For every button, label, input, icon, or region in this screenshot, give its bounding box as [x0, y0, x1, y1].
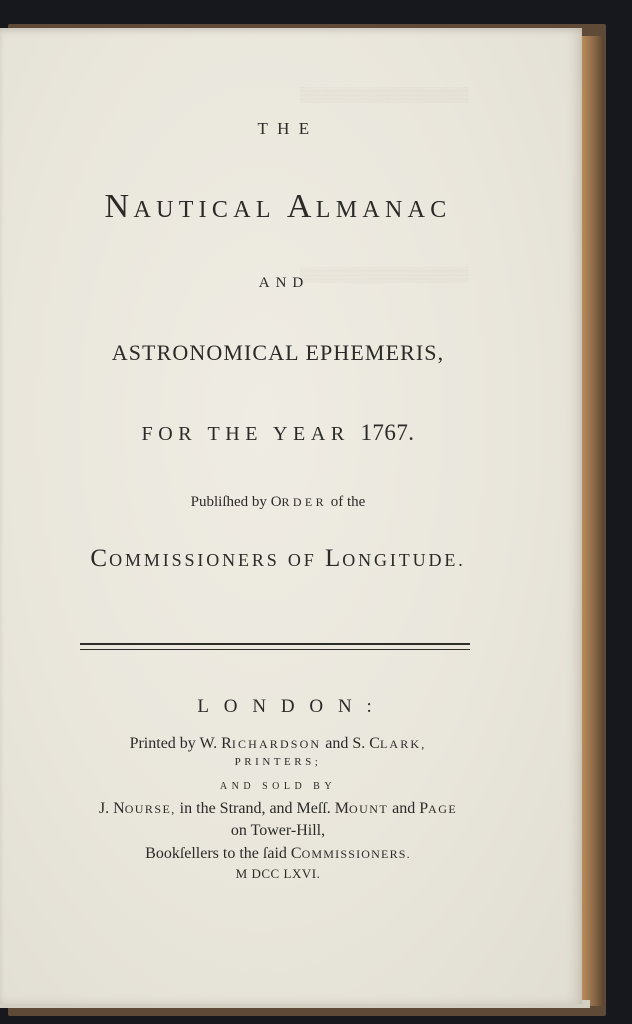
imprint-city: LONDON:	[197, 696, 387, 717]
year-label: FOR THE YEAR	[141, 423, 350, 445]
published-before: Publiſhed by	[190, 494, 267, 510]
year-number: 1767.	[360, 420, 415, 445]
nourse-line	[0, 800, 556, 818]
nourse-and: and	[392, 800, 416, 817]
clark-rest: LARK,	[379, 737, 427, 751]
booksellers-commissioners-initial: C	[290, 845, 302, 862]
mount-rest: OUNT	[349, 802, 389, 816]
double-rule-top	[80, 643, 470, 645]
booksellers-commissioners-rest: OMMISSIONERS.	[301, 847, 411, 861]
title-initial-n: N	[104, 188, 134, 225]
show-through-ink: ▒▒▒▒▒▒▒▒▒▒▒▒▒▒▒▒▒	[300, 268, 469, 283]
printed-middle: and S.	[325, 735, 366, 752]
title-and: AND	[258, 275, 310, 291]
title-word-lmanac: LMANAC	[315, 197, 452, 223]
year-line	[0, 420, 556, 446]
commissioners-initial: C	[90, 545, 110, 572]
subtitle: ASTRONOMICAL EPHEMERIS,	[111, 340, 445, 365]
tower-hill-line: on Tower-Hill,	[230, 822, 326, 839]
show-through-ink: ▒▒▒▒▒▒▒▒▒▒▒▒▒▒▒▒▒	[300, 88, 469, 103]
page-initial: P	[419, 800, 429, 817]
double-rule-bottom	[80, 649, 470, 650]
nourse-middle: in the Strand, and Meſſ.	[179, 800, 331, 817]
longitude-initial: L	[324, 545, 343, 572]
title-word-autical: AUTICAL	[133, 197, 276, 223]
sold-by-label: AND SOLD BY	[219, 781, 337, 792]
published-line	[0, 494, 556, 511]
richardson-initial: R	[221, 735, 232, 752]
booksellers-before: Bookſellers to the ſaid	[145, 845, 287, 862]
richardson-rest: ICHARDSON	[231, 737, 322, 751]
imprint-date: M DCC LXVI.	[235, 866, 321, 881]
printed-by-line	[0, 735, 556, 753]
printed-before: Printed by W.	[129, 735, 218, 752]
nourse-rest: OURSE,	[124, 802, 176, 816]
title-the: THE	[257, 119, 319, 138]
page-rest: AGE	[428, 802, 458, 816]
commissioners-of: OF	[287, 550, 317, 570]
commissioners-line	[0, 545, 556, 573]
mount-initial: M	[334, 800, 349, 817]
title-page	[0, 28, 582, 1004]
longitude-rest: ONGITUDE.	[342, 550, 466, 570]
printers-label: PRINTERS;	[234, 756, 322, 768]
main-title	[0, 188, 556, 226]
nourse-j: J.	[98, 800, 110, 817]
commissioners-rest: OMMISSIONERS	[109, 550, 280, 570]
booksellers-line	[0, 845, 556, 863]
order-initial: O	[270, 494, 282, 510]
order-rest: RDER	[281, 495, 327, 509]
clark-initial: C	[369, 735, 380, 752]
published-after: of the	[330, 494, 366, 510]
nourse-initial: N	[113, 800, 125, 817]
title-initial-a: A	[286, 188, 316, 225]
